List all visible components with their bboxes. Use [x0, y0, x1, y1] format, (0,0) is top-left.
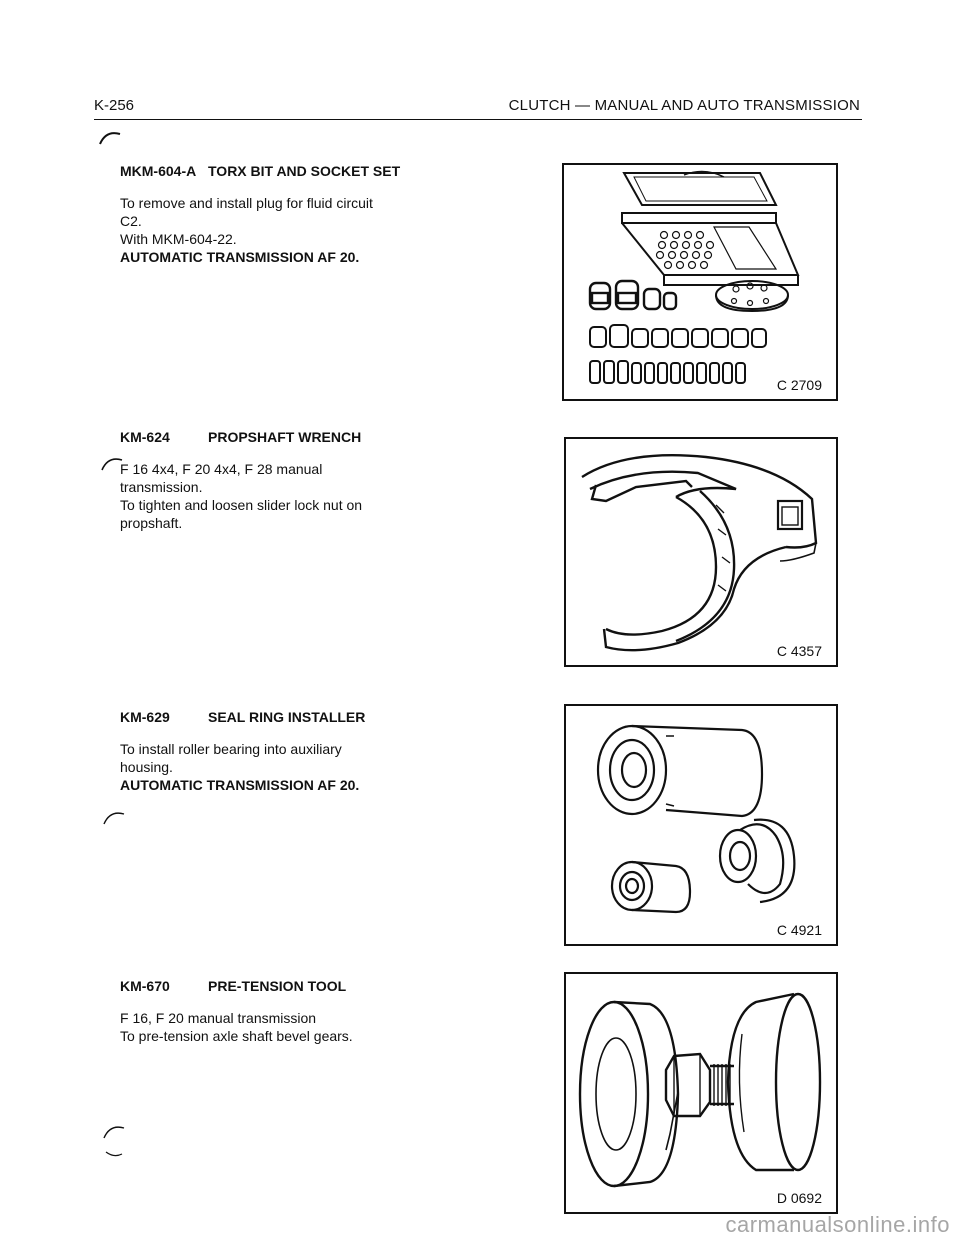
tool-entry-km-629 [120, 708, 480, 794]
propshaft-wrench-illustration [566, 439, 836, 665]
description-line: C2. [120, 213, 142, 229]
section-title: CLUTCH — MANUAL AND AUTO TRANSMISSION [508, 97, 860, 114]
description-line-bold: AUTOMATIC TRANSMISSION AF 20. [120, 249, 360, 265]
description-line: To pre-tension axle shaft bevel gears. [120, 1028, 353, 1044]
tool-description [120, 1009, 480, 1045]
tool-code: MKM-604-A [120, 163, 197, 179]
margin-mark [100, 806, 130, 828]
description-line: To install roller bearing into auxiliary [120, 741, 342, 757]
tool-description [120, 194, 480, 266]
figure-pre-tension-tool [564, 972, 838, 1214]
figure-seal-ring-installer [564, 704, 838, 946]
figure-label: C 4921 [776, 922, 822, 938]
description-line: To remove and install plug for fluid circuit [120, 195, 373, 211]
tool-name: SEAL RING INSTALLER [208, 709, 366, 725]
tool-title [120, 977, 480, 995]
tool-title [120, 708, 480, 726]
description-line: transmission. [120, 479, 203, 495]
description-line: To tighten and loosen slider lock nut on [120, 497, 363, 513]
description-line: With MKM-604-22. [120, 231, 237, 247]
page-header [94, 97, 862, 120]
tool-title [120, 428, 480, 446]
description-line: F 16 4x4, F 20 4x4, F 28 manual [120, 461, 323, 477]
description-line: propshaft. [120, 515, 183, 531]
figure-torx-bit-socket-set [562, 163, 838, 401]
description-line-bold: AUTOMATIC TRANSMISSION AF 20. [120, 777, 360, 793]
margin-mark [96, 126, 126, 148]
page-number: K-256 [94, 97, 135, 114]
figure-propshaft-wrench [564, 437, 838, 667]
tool-description [120, 740, 480, 794]
tool-entry-km-670 [120, 977, 480, 1045]
description-line: F 16, F 20 manual transmission [120, 1010, 317, 1026]
tool-code: KM-624 [120, 429, 170, 445]
tool-title [120, 162, 480, 180]
footer-watermark: carmanualsonline.info [725, 1212, 950, 1237]
torx-set-illustration [564, 165, 836, 399]
description-line: housing. [120, 759, 173, 775]
tool-name: PROPSHAFT WRENCH [208, 429, 362, 445]
pre-tension-tool-illustration [566, 974, 836, 1212]
tool-name: TORX BIT AND SOCKET SET [208, 163, 401, 179]
figure-label: D 0692 [776, 1190, 822, 1206]
seal-ring-installer-illustration [566, 706, 836, 944]
margin-mark [100, 1120, 130, 1160]
figure-label: C 4357 [776, 643, 822, 659]
figure-label: C 2709 [776, 377, 822, 393]
tool-name: PRE-TENSION TOOL [208, 978, 347, 994]
tool-entry-mkm-604-a [120, 162, 480, 266]
tool-code: KM-629 [120, 709, 170, 725]
tool-description [120, 460, 480, 532]
tool-code: KM-670 [120, 978, 170, 994]
tool-entry-km-624 [120, 428, 480, 532]
